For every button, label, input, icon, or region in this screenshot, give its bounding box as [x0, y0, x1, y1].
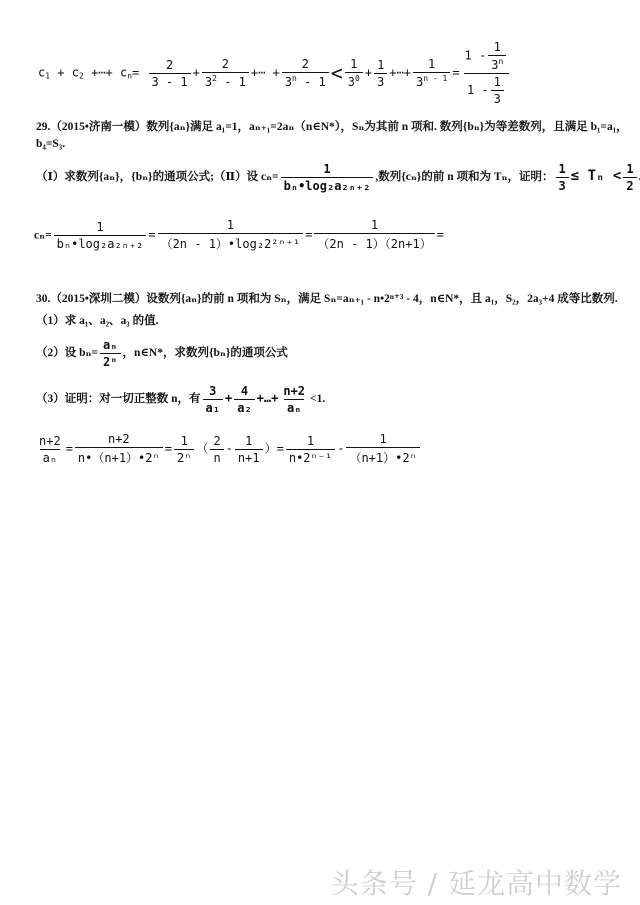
denominator — [202, 72, 249, 89]
cn-symbol: c — [119, 65, 128, 80]
denominator: 3 — [491, 90, 504, 106]
numerator: 2 — [213, 433, 221, 448]
equals: = — [164, 441, 172, 456]
equals: = — [436, 227, 444, 242]
exponent: n - 1 — [423, 74, 448, 83]
base: 3 — [491, 58, 499, 72]
fraction-2 — [202, 57, 249, 89]
one-minus: 1 - — [464, 48, 487, 63]
solution-fraction-2 — [75, 432, 163, 466]
plus-sign: + — [192, 65, 200, 80]
inner-fraction — [491, 75, 504, 106]
cn-label: cₙ= — [34, 229, 52, 242]
numerator — [462, 40, 512, 73]
base: 3 — [415, 75, 424, 89]
exponent: 0 — [355, 74, 360, 83]
numerator: 1 — [626, 162, 634, 176]
exponent: n — [291, 74, 297, 83]
numerator: 1 — [379, 432, 387, 446]
base: 3 — [284, 75, 292, 89]
denominator: bₙ•log₂a₂ₙ₊₂ — [281, 177, 374, 193]
less-equal-sign: < — [330, 61, 343, 85]
equals: = — [276, 441, 284, 456]
problem-30-solution — [34, 432, 422, 466]
plus-sign: + — [224, 391, 233, 406]
c1-symbol: c — [38, 65, 46, 80]
denominator: （n+1）•2ⁿ — [346, 447, 419, 466]
numerator: 4 — [240, 384, 249, 398]
base: 3 — [347, 75, 355, 89]
fraction-5 — [374, 58, 387, 89]
denominator: n•2ⁿ⁻¹ — [286, 449, 335, 465]
lower-bound-fraction — [556, 162, 569, 193]
numerator: 1 — [558, 162, 566, 176]
equals: = — [148, 227, 156, 242]
numerator: 1 — [180, 433, 188, 448]
denominator — [345, 72, 363, 89]
plus-sign: + — [57, 65, 65, 80]
denominator: aₙ — [284, 399, 304, 415]
solution-fraction-5 — [235, 434, 263, 465]
denominator — [464, 73, 509, 106]
minus-sign: - — [225, 441, 233, 456]
solution-fraction-1 — [54, 220, 147, 251]
fraction-4 — [345, 57, 363, 89]
equals: = — [65, 441, 73, 456]
equals: = — [132, 65, 140, 80]
numerator: aₙ — [103, 338, 118, 352]
numerator: 1 — [226, 218, 234, 232]
right-paren: ） — [264, 441, 277, 456]
c2-symbol: c — [71, 65, 79, 80]
denominator: 3 — [556, 177, 569, 193]
numerator: 1 — [350, 57, 358, 71]
solution-fraction-1 — [36, 434, 64, 465]
inequality-end: <1. — [310, 393, 326, 406]
numerator: 1 — [245, 433, 253, 448]
cn-definition-fraction — [281, 162, 374, 193]
numerator: 2 — [301, 57, 309, 71]
sum-term-2 — [234, 384, 254, 415]
sum-term-1 — [203, 384, 223, 415]
question-text: （2）设 bₙ= — [36, 347, 99, 360]
c2-sub: 2 — [79, 71, 84, 81]
problem-30-part-1: （1）求 a₁、a₂、a₃ 的值. — [36, 315, 159, 327]
question-text: （Ⅰ）求数列{aₙ}，{bₙ}的通项公式;（Ⅱ）设 cₙ= — [36, 171, 279, 184]
ellipsis: +⋯+ — [389, 65, 411, 80]
plus-sign: + — [364, 65, 373, 80]
denominator: 2ⁿ — [100, 353, 120, 369]
fraction-1 — [149, 58, 191, 89]
upper-bound-fraction — [623, 162, 636, 193]
problem-29-question — [36, 162, 640, 193]
ellipsis: +⋯+ — [91, 65, 113, 80]
numerator: 1 — [306, 433, 315, 448]
inequality: ≤ Tₙ < — [570, 168, 622, 185]
problem-30-part-3 — [36, 384, 325, 415]
tail: - 1 — [296, 75, 326, 89]
ellipsis: +…+ — [256, 391, 279, 406]
equals: = — [305, 227, 313, 242]
denominator — [413, 72, 450, 89]
problem-29-solution — [34, 218, 444, 252]
denominator: （2n - 1）•log₂2²ⁿ⁺¹ — [158, 233, 304, 252]
sum-inequality-line — [38, 40, 513, 106]
ellipsis: +⋯ + — [250, 65, 280, 80]
minus-sign: - — [337, 441, 345, 456]
one-minus: 1 - — [466, 83, 489, 97]
numerator: 1 — [493, 40, 501, 54]
question-text: （3）证明：对一切正整数 n，有 — [36, 393, 201, 406]
denominator: aₙ — [40, 449, 60, 465]
denominator: 3 - 1 — [149, 73, 191, 89]
exponent: n — [498, 57, 504, 66]
numerator: 3 — [209, 384, 217, 398]
numerator: 2 — [221, 57, 229, 71]
denominator — [282, 72, 329, 89]
numerator: n+2 — [107, 432, 130, 446]
denominator: 2ⁿ — [174, 449, 194, 465]
problem-29-heading: 29.（2015•济南一模）数列{aₙ}满足 a₁=1，aₙ₊₁=2aₙ（n∈N*），Sₙ为其前 n 项和. 数列{bₙ}为等差数列，且满足 b₁=a₁， — [36, 121, 628, 133]
denominator: 3 — [374, 73, 387, 89]
left-paren: （ — [196, 441, 209, 456]
numerator: 1 — [323, 162, 331, 176]
sum-term-n — [280, 384, 308, 415]
solution-fraction-3 — [174, 434, 194, 465]
fraction-3 — [282, 57, 329, 89]
solution-fraction-6 — [286, 434, 335, 465]
fraction-7 — [462, 40, 512, 106]
base: 3 — [204, 75, 213, 89]
problem-30-part-2 — [36, 338, 288, 369]
numerator: n+2 — [39, 433, 61, 448]
solution-fraction-2 — [158, 218, 304, 252]
numerator: n+2 — [283, 384, 306, 398]
denominator — [488, 55, 506, 72]
denominator: a₂ — [234, 399, 254, 415]
equals: = — [452, 65, 460, 80]
numerator: 1 — [493, 75, 501, 89]
numerator: 2 — [165, 57, 174, 72]
numerator: 1 — [377, 57, 385, 72]
inner-fraction — [488, 40, 506, 72]
denominator: n — [210, 449, 223, 465]
solution-fraction-4 — [210, 434, 223, 465]
watermark: 头条号 / 延龙高中数学 — [330, 867, 622, 900]
numerator: 1 — [428, 57, 436, 71]
question-text: ，n∈N*，求数列{bₙ}的通项公式 — [122, 347, 288, 360]
problem-30-heading: 30.（2015•深圳二模）设数列{aₙ}的前 n 项和为 Sₙ，满足 Sₙ=aₙ₊₁ - n•2ⁿ⁺³ - 4，n∈N*，且 a₁，S₂，2a₃+4 成等比数列. — [36, 293, 618, 305]
tail: - 1 — [216, 75, 246, 89]
exponent: 2 — [212, 74, 217, 83]
denominator: bₙ•log₂a₂ₙ₊₂ — [54, 235, 147, 251]
denominator: 2 — [623, 177, 636, 193]
problem-29-heading-cont: b₄=S₃. — [36, 138, 66, 150]
denominator: n•（n+1）•2ⁿ — [75, 447, 163, 466]
fraction-6 — [413, 57, 450, 89]
numerator: 1 — [370, 218, 379, 232]
numerator: 1 — [96, 219, 104, 234]
solution-fraction-7 — [346, 432, 419, 466]
denominator: a₁ — [203, 399, 223, 415]
cn-sub: n — [127, 71, 133, 81]
question-text: ,数列{cₙ}的前 n 项和为 Tₙ，证明： — [375, 171, 554, 184]
bn-definition-fraction — [100, 338, 120, 369]
denominator: （2n - 1）（2n+1） — [314, 233, 434, 252]
solution-fraction-3 — [314, 218, 434, 252]
c1-sub: 1 — [45, 71, 51, 81]
denominator: n+1 — [235, 449, 263, 465]
